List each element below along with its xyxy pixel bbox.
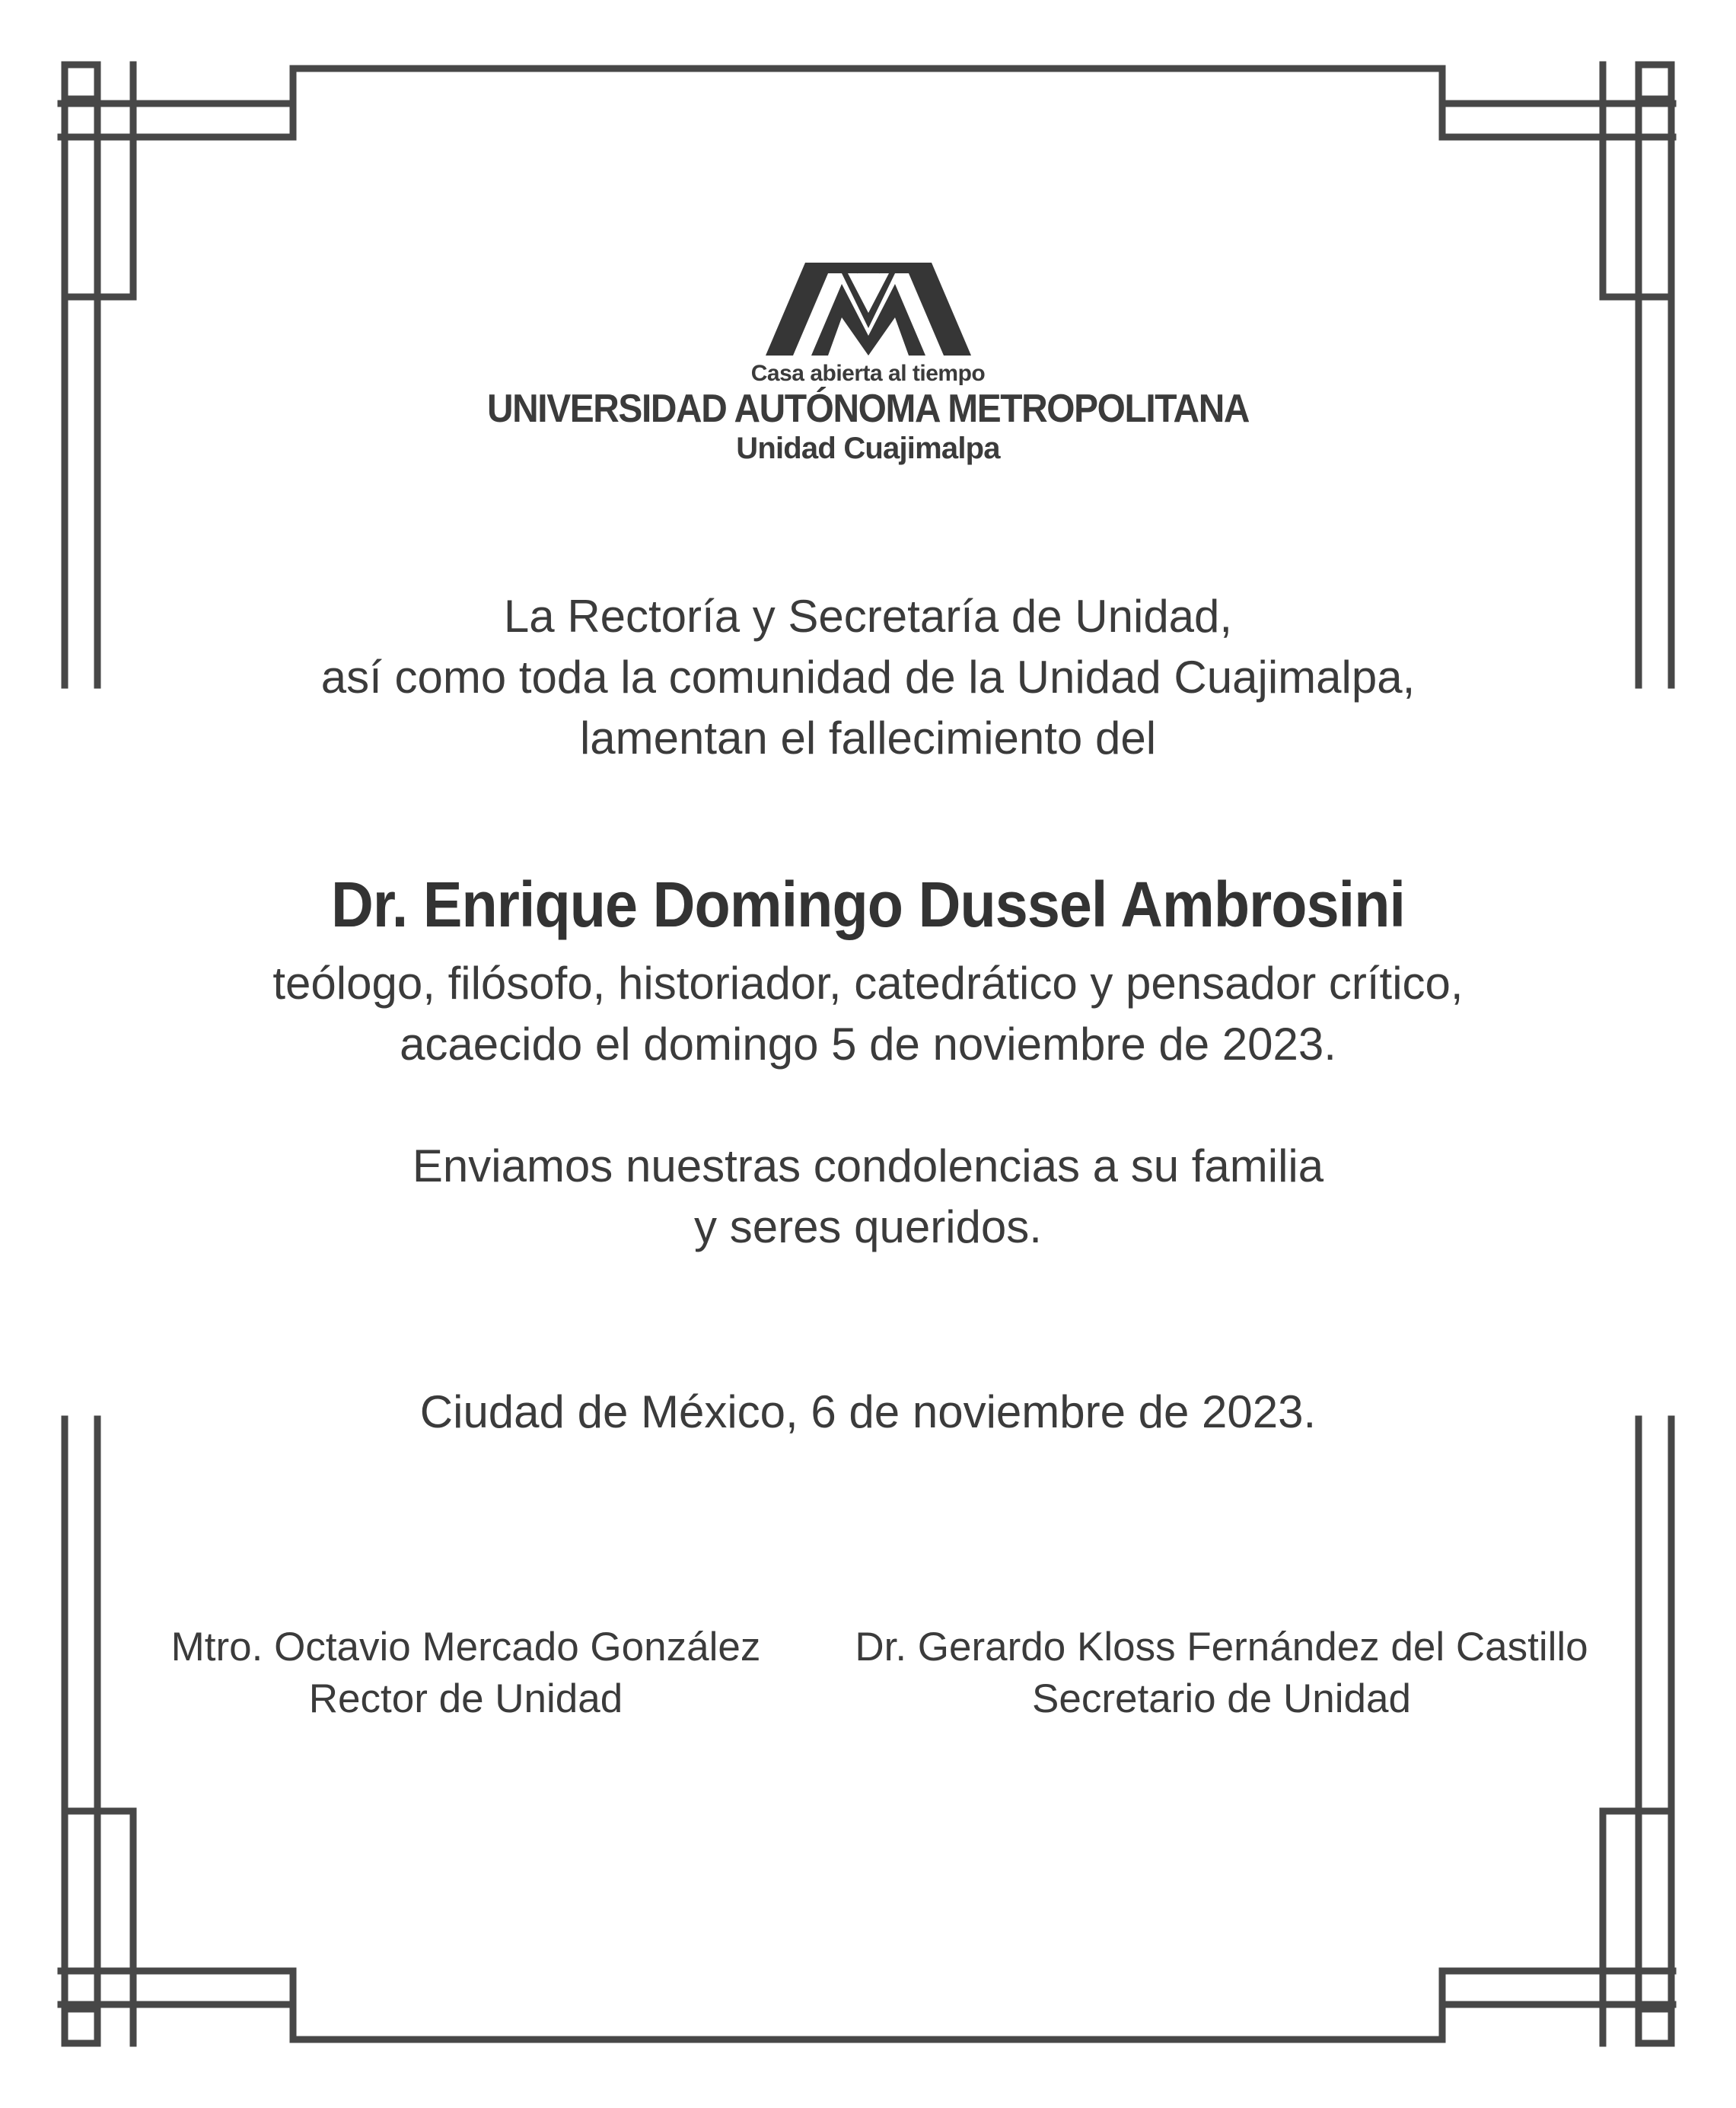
uam-logo-block bbox=[0, 263, 1736, 467]
description-line: acaecido el domingo 5 de noviembre de 2023. bbox=[400, 1019, 1336, 1070]
intro-line: así como toda la comunidad de la Unidad Cuajimalpa, bbox=[320, 652, 1416, 703]
signatory-rector bbox=[85, 1622, 846, 1725]
frame-top-band bbox=[61, 69, 1673, 137]
signatory-secretary bbox=[841, 1622, 1602, 1725]
intro-paragraph bbox=[0, 586, 1736, 769]
place-date: Ciudad de México, 6 de noviembre de 2023. bbox=[419, 1386, 1317, 1437]
university-name: UNIVERSIDAD AUTÓNOMA METROPOLITANA bbox=[486, 387, 1250, 431]
condolences-line: Enviamos nuestras condolencias a su familia bbox=[412, 1140, 1324, 1191]
intro-line: La Rectoría y Secretaría de Unidad, bbox=[503, 591, 1233, 642]
description-line: teólogo, filósofo, historiador, catedrático y pensador crítico, bbox=[272, 958, 1464, 1009]
frame-bottom-band bbox=[61, 1971, 1673, 2039]
condolences-line: y seres queridos. bbox=[694, 1201, 1042, 1252]
frame-corner-bottom-left bbox=[65, 1419, 133, 2043]
deceased-description bbox=[0, 953, 1736, 1075]
university-unit: Unidad Cuajimalpa bbox=[736, 432, 1000, 465]
signatory-name: Dr. Gerardo Kloss Fernández del Castillo bbox=[855, 1625, 1588, 1669]
signatory-title: Rector de Unidad bbox=[308, 1676, 623, 1721]
deceased-name: Dr. Enrique Domingo Dussel Ambrosini bbox=[330, 869, 1406, 940]
frame-corner-bottom-right bbox=[1603, 1419, 1671, 2043]
university-motto: Casa abierta al tiempo bbox=[750, 361, 986, 386]
intro-line: lamentan el fallecimiento del bbox=[579, 713, 1157, 764]
signatory-name: Mtro. Octavio Mercado González bbox=[170, 1625, 761, 1669]
signatory-title: Secretario de Unidad bbox=[1032, 1676, 1411, 1721]
uam-logo-icon bbox=[766, 263, 971, 356]
condolences-paragraph bbox=[0, 1136, 1736, 1258]
